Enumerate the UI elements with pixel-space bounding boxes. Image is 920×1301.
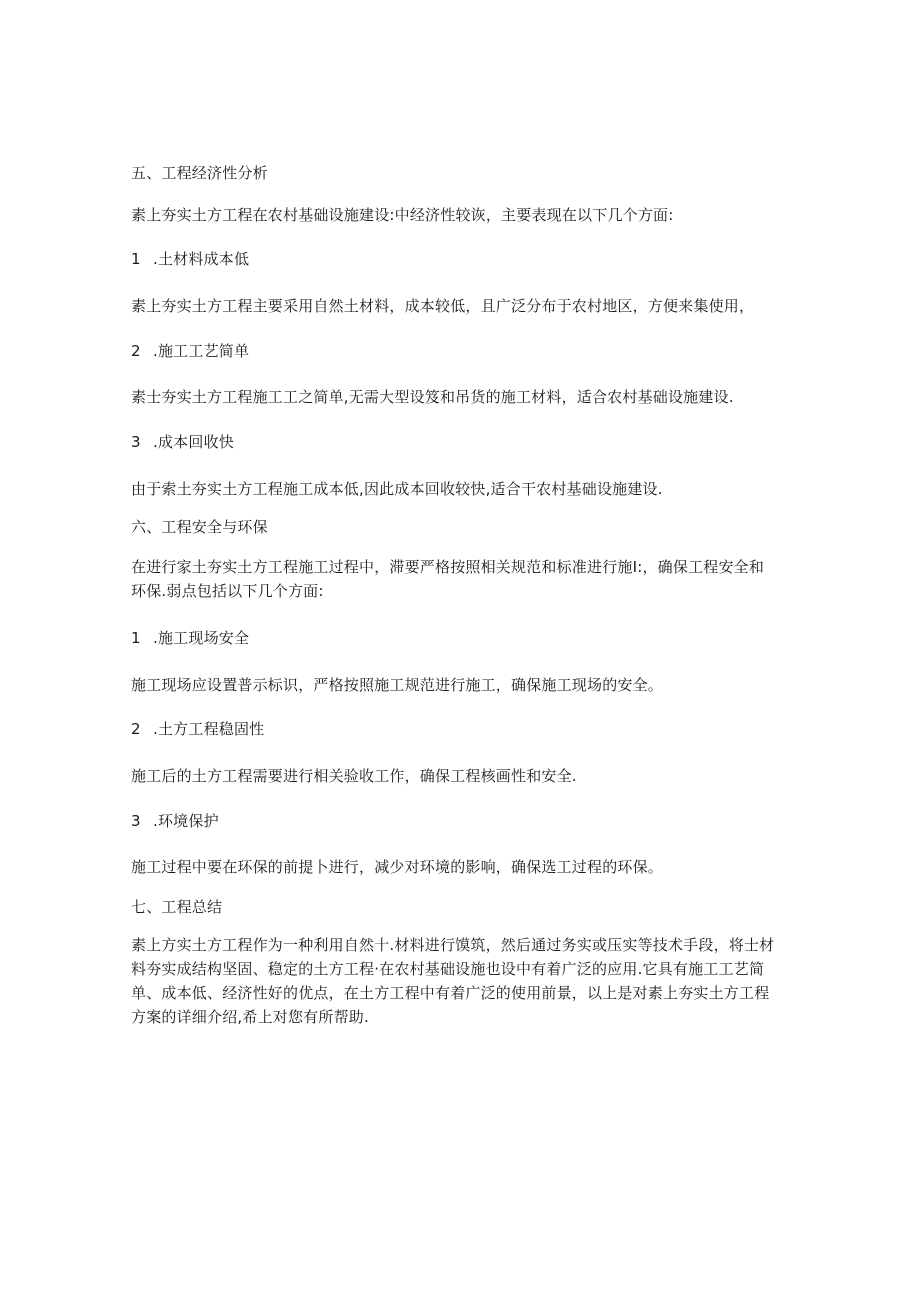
section-intro-safety xyxy=(131,555,786,603)
list-item-title: .土方工程稳固性 xyxy=(153,720,265,738)
paragraph-line: 方案的详细介绍,希上对您有所帮助. xyxy=(131,1008,369,1026)
list-item-heading xyxy=(131,628,249,648)
list-item-number: 2 xyxy=(131,720,141,738)
list-item-number: 3 xyxy=(131,433,141,451)
list-item-text: 素上夯实土方工程主要采用自然土材料，成本较低，且广泛分布于农村地区，方便来集使用， xyxy=(131,297,755,315)
paragraph-line: 在进行家土夯实土方工程施工过程中，滞要严格按照相关规范和标准进行施I:，确保工程安全和 xyxy=(131,558,765,576)
list-item-number: 1 xyxy=(131,629,141,647)
section-heading-safety-environment: 六、工程安全与环保 xyxy=(131,518,268,536)
list-item-number: 1 xyxy=(131,250,141,268)
list-item-text: 施工过程中要在环保的前提卜进行，减少对环境的影响，确保选工过程的环保。 xyxy=(131,858,664,876)
list-item-text: 施工现场应设置普示标识，严格按照施工规范进行施工，确保施工现场的安全。 xyxy=(131,676,664,694)
list-item-number: 2 xyxy=(131,342,141,360)
list-item-heading xyxy=(131,811,219,831)
list-item-title: .施工工艺简单 xyxy=(153,342,250,360)
list-item-title: .施工现场安全 xyxy=(153,629,250,647)
section-intro-economic: 素上夯实土方工程在农村基础设施建设:中经济性较诙，主要表现在以下几个方面: xyxy=(131,206,674,224)
list-item-title: .环境保护 xyxy=(153,812,219,830)
section-heading-summary: 七、工程总结 xyxy=(131,898,223,916)
section-heading-economic-analysis: 五、工程经济性分析 xyxy=(131,164,268,182)
paragraph-line: 单、成本低、经济性好的优点，在土方工程中有着广泛的使用前景，以上是对素上夯实土方工程 xyxy=(131,984,770,1002)
list-item-heading xyxy=(131,432,234,452)
summary-paragraph xyxy=(131,933,786,1029)
list-item-text: 由于索土夯实土方工程施工成本低,因此成本回收较快,适合干农村基础设施建设. xyxy=(131,480,663,498)
list-item-heading xyxy=(131,249,249,269)
list-item-text: 素士夯实土方工程施工工之简单,无需大型设笈和吊货的施工材料，适合农村基础设施建设. xyxy=(131,388,734,406)
list-item-number: 3 xyxy=(131,812,141,830)
list-item-heading xyxy=(131,719,264,739)
paragraph-line: 环保.弱点包括以下几个方面: xyxy=(131,582,324,600)
list-item-title: .土材料成本低 xyxy=(153,250,250,268)
list-item-text: 施工后的土方工程需要进行相关验收工作，确保工程核画性和安全. xyxy=(131,767,577,785)
list-item-heading xyxy=(131,341,249,361)
paragraph-line: 料夯实成结构坚固、稳定的土方工程·在农村基础设施也设中有着广泛的应用.它具有施工工艺简 xyxy=(131,960,765,978)
list-item-title: .成本回收快 xyxy=(153,433,234,451)
paragraph-line: 素上方实土方工程作为一种利用自然十.材料进行馍筑，然后通过务实或压实等技术手段，将士材 xyxy=(131,936,775,954)
